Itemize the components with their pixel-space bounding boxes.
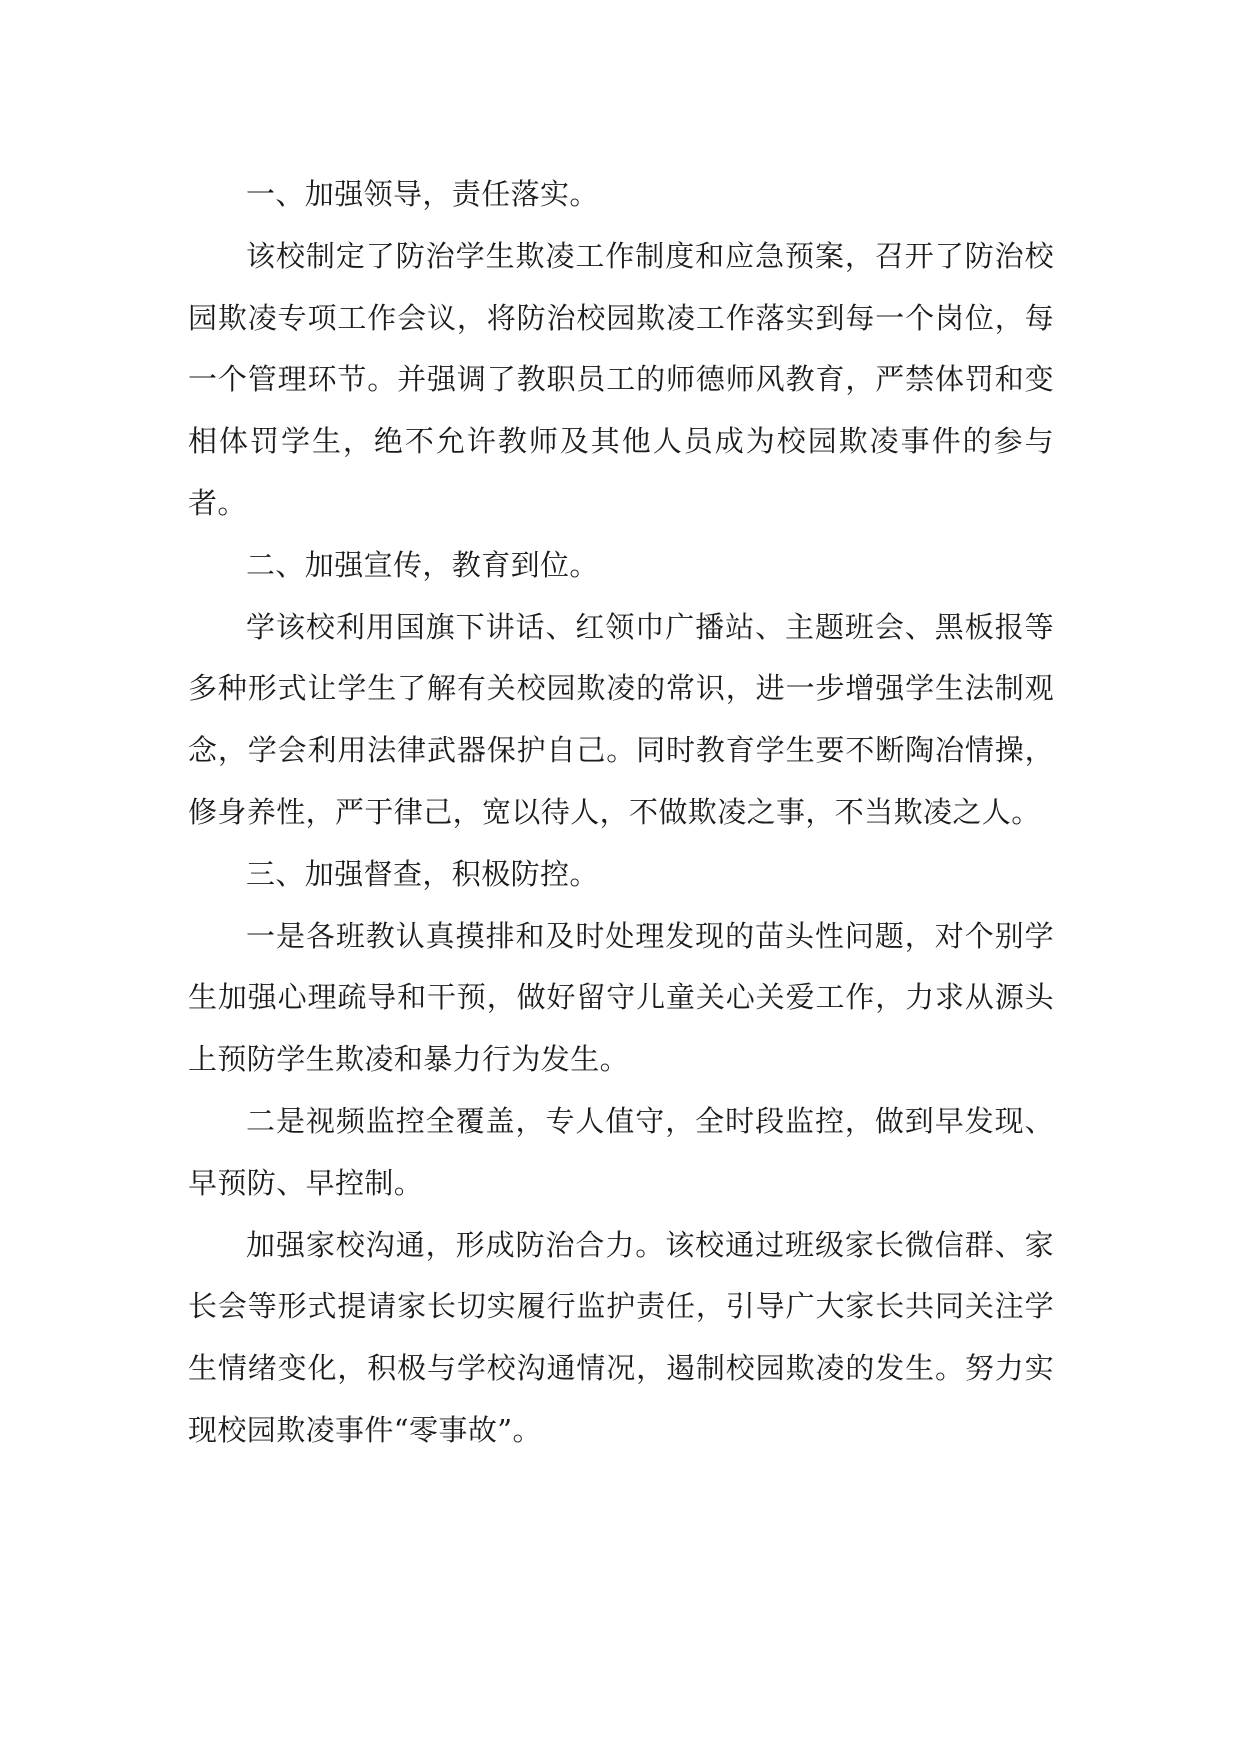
- section-heading-3: 三、加强督查，积极防控。: [246, 856, 599, 891]
- document-body: [188, 164, 1054, 1462]
- section-heading-1: 一、加强领导，责任落实。: [246, 177, 599, 211]
- paragraph-2: 学该校利用国旗下讲话、红领巾广播站、主题班会、黑板报等多种形式让学生了解有关校园欺凌的常识，进一步增强学生法制观念，学会利用法律武器保护自己。同时教育学生要不断陶冶情操，修身养性，严于律己，宽以待人，不做欺凌之事，不当欺凌之人。: [188, 609, 1054, 829]
- paragraph-1: 该校制定了防治学生欺凌工作制度和应急预案，召开了防治校园欺凌专项工作会议，将防治校园欺凌工作落实到每一个岗位，每一个管理环节。并强调了教职员工的师德师风教育，严禁体罚和变相体罚学生，绝不允许教师及其他人员成为校园欺凌事件的参与者。: [188, 238, 1054, 520]
- paragraph-3: 一是各班教认真摸排和及时处理发现的苗头性问题，对个别学生加强心理疏导和干预，做好留守儿童关心关爱工作，力求从源头上预防学生欺凌和暴力行为发生。: [188, 918, 1054, 1077]
- paragraph-5: 加强家校沟通，形成防治合力。该校通过班级家长微信群、家长会等形式提请家长切实履行监护责任，引导广大家长共同关注学生情绪变化，积极与学校沟通情况，遏制校园欺凌的发生。努力实现校园欺凌事件“零事故”。: [188, 1227, 1054, 1447]
- section-heading-2: 二、加强宣传，教育到位。: [246, 547, 599, 582]
- paragraph-4: 二是视频监控全覆盖，专人值守，全时段监控，做到早发现、早预防、早控制。: [188, 1103, 1054, 1200]
